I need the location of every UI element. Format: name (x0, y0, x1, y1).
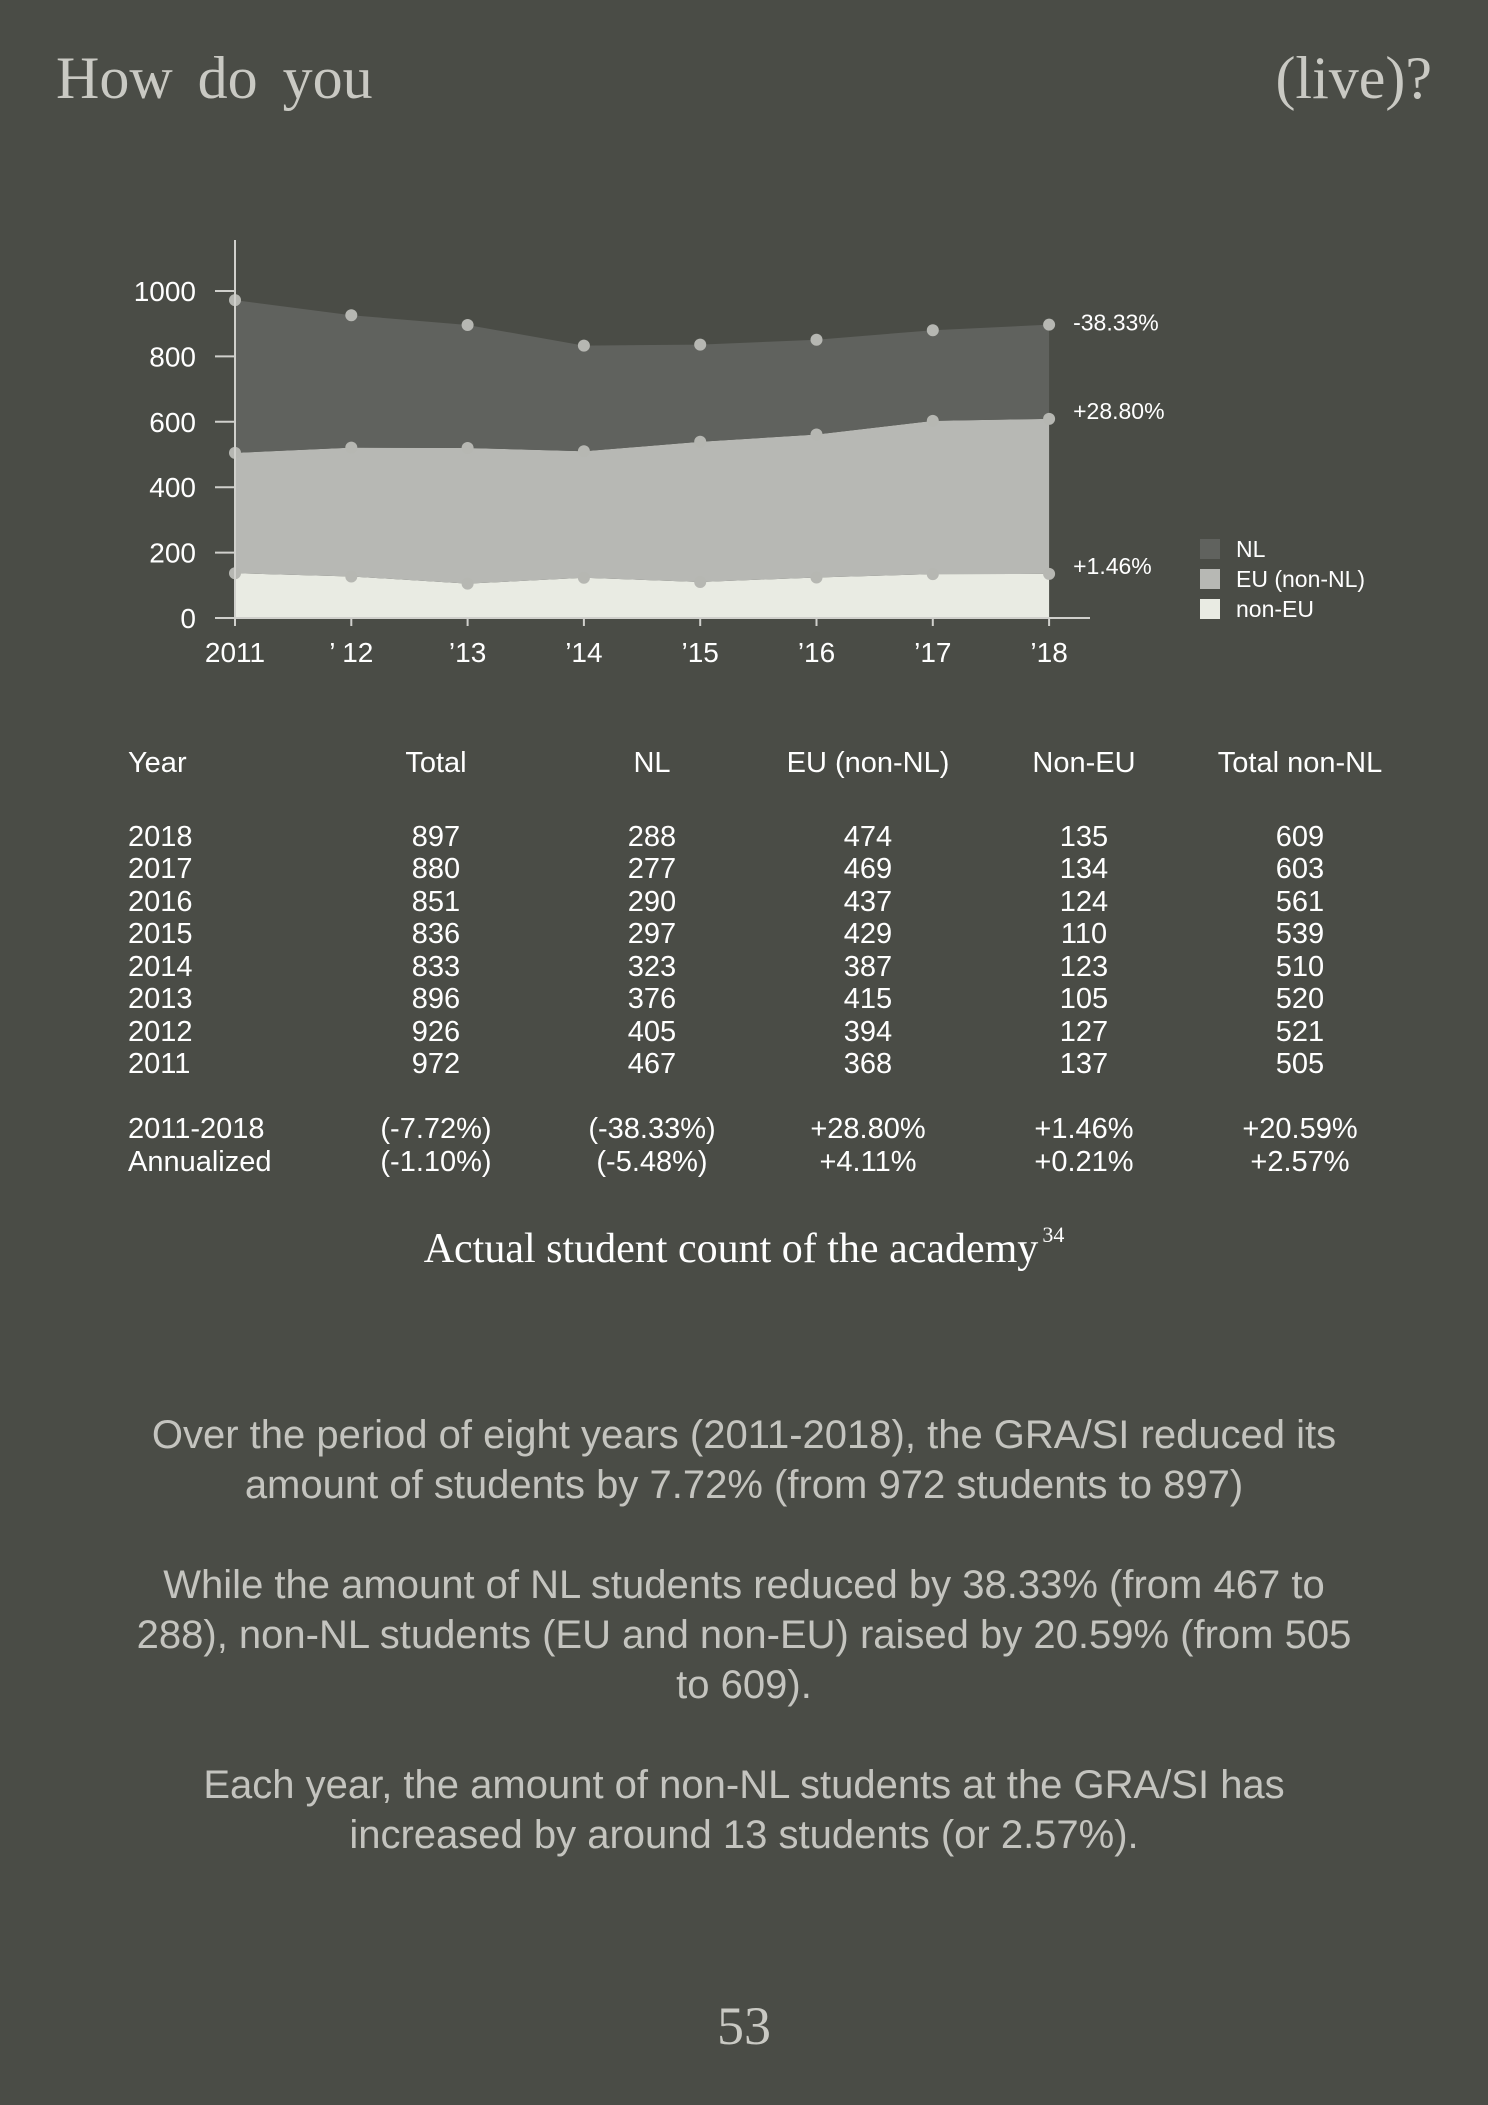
data-point (578, 445, 590, 457)
series-end-label: +1.46% (1073, 552, 1152, 579)
student-count-table (128, 738, 1408, 1178)
data-point (811, 571, 823, 583)
table-cell: 387 (843, 950, 893, 983)
area-non-eu (235, 573, 1049, 618)
table-cell: 896 (411, 983, 461, 1015)
summary-row (128, 1146, 1408, 1179)
table-cell: 603 (1275, 853, 1325, 885)
table-cell: 290 (627, 885, 677, 918)
data-point (462, 578, 474, 590)
summary-cell: +2.57% (1250, 1145, 1350, 1178)
summary-cell: +0.21% (1034, 1145, 1134, 1178)
series-end-label: -38.33% (1073, 309, 1159, 336)
summary-cell: (-38.33%) (588, 1113, 716, 1145)
table-cell: 405 (627, 1015, 677, 1048)
caption-text: Actual student count of the academy (423, 1226, 1039, 1272)
table-cell: 394 (843, 1015, 893, 1048)
caption-footnote: 34 (1042, 1222, 1065, 1247)
table-row (128, 821, 1408, 854)
data-point (811, 429, 823, 441)
table-cell: 897 (411, 820, 461, 853)
data-point (1043, 413, 1055, 425)
x-tick-label: ’17 (914, 637, 952, 668)
table-cell: 277 (627, 853, 677, 885)
summary-cell: Annualized (128, 1145, 272, 1178)
table-cell: 2015 (128, 918, 193, 950)
table-cell: 437 (843, 885, 893, 918)
y-tick-label: 1000 (133, 276, 196, 307)
x-tick-label: ’ 12 (329, 637, 374, 668)
table-cell: 2018 (128, 820, 193, 853)
x-tick-label: ’16 (797, 637, 836, 668)
legend-swatch (1200, 599, 1220, 619)
table-cell: 539 (1275, 918, 1325, 950)
header-left-title: How do you (56, 45, 373, 111)
data-point (345, 442, 357, 454)
table-cell: 288 (627, 820, 677, 853)
table-row (128, 1048, 1408, 1081)
table-cell: 134 (1059, 853, 1109, 885)
summary-cell: 2011-2018 (128, 1113, 265, 1145)
table-header-eu: EU (non-NL) (786, 747, 950, 779)
paragraph-1: Over the period of eight years (2011-2018), the GRA/SI reduced its amount of students by 7.72% (from 972 students to 897) (151, 1413, 1337, 1507)
x-tick-label: ’14 (565, 637, 603, 668)
table-cell: 467 (627, 1048, 677, 1080)
data-point (811, 334, 823, 346)
summary-cell: (-1.10%) (380, 1145, 492, 1178)
table-cell: 105 (1059, 983, 1109, 1015)
paragraph-2: While the amount of NL students reduced by 38.33% (from 467 to 288), non-NL students (EU and non-EU) raised by 20.59% (from 505 to 609). (136, 1563, 1352, 1707)
table-cell: 836 (411, 918, 461, 950)
table-cell: 505 (1275, 1048, 1325, 1080)
table-cell: 137 (1059, 1048, 1109, 1080)
x-tick-label: ’13 (448, 637, 487, 668)
y-tick-label: 0 (180, 603, 196, 634)
legend-label: non-EU (1236, 596, 1314, 622)
table-cell: 926 (411, 1015, 461, 1048)
table-row (128, 1016, 1408, 1049)
legend-swatch (1200, 569, 1220, 589)
table-row (128, 918, 1408, 951)
summary-cell: +28.80% (810, 1113, 926, 1145)
data-point (345, 309, 357, 321)
x-tick-label: ’18 (1030, 637, 1068, 668)
table-spacer (128, 788, 1408, 821)
data-point (694, 576, 706, 588)
summary-cell: (-5.48%) (596, 1145, 708, 1178)
table-header-nl: NL (633, 747, 671, 779)
legend-swatch (1200, 539, 1220, 559)
table-cell: 609 (1275, 820, 1325, 853)
legend-label: EU (non-NL) (1236, 566, 1366, 592)
table-cell: 124 (1059, 885, 1109, 918)
table-cell: 127 (1059, 1015, 1109, 1048)
y-tick-label: 600 (149, 406, 196, 438)
table-spacer (128, 1081, 1408, 1114)
table-cell: 110 (1060, 918, 1108, 950)
y-tick-label: 400 (149, 472, 196, 504)
summary-row (128, 1113, 1408, 1146)
legend-label: NL (1236, 536, 1266, 562)
table-cell: 880 (411, 853, 461, 885)
table-cell: 323 (627, 950, 677, 983)
paragraph-3: Each year, the amount of non-NL students at the GRA/SI has increased by around 13 students (or 2.57%). (203, 1763, 1285, 1857)
table-cell: 429 (843, 918, 893, 950)
data-point (345, 570, 357, 582)
data-point (927, 324, 939, 336)
table-header-non-eu: Non-EU (1032, 747, 1136, 779)
table-cell: 851 (411, 885, 461, 918)
x-tick-label: ’15 (681, 637, 719, 668)
data-point (1043, 319, 1055, 331)
table-cell: 376 (627, 983, 677, 1015)
table-row (128, 951, 1408, 984)
header-right-title: (live)? (1275, 45, 1432, 111)
table-cell: 833 (411, 950, 461, 983)
summary-cell: (-7.72%) (380, 1113, 492, 1145)
series-end-label: +28.80% (1073, 397, 1165, 424)
summary-cell: +4.11% (819, 1145, 917, 1178)
y-tick-label: 200 (149, 537, 196, 569)
summary-cell: +1.46% (1034, 1113, 1134, 1145)
data-point (694, 436, 706, 448)
table-cell: 135 (1059, 820, 1109, 853)
data-point (1043, 568, 1055, 580)
table-cell: 561 (1275, 885, 1325, 918)
y-tick-label: 800 (149, 341, 196, 373)
data-point (578, 572, 590, 584)
table-cell: 474 (843, 820, 893, 853)
table-row (128, 983, 1408, 1016)
table-header-total: Total (405, 747, 467, 779)
summary-cell: +20.59% (1242, 1113, 1358, 1145)
table-cell: 368 (843, 1048, 893, 1080)
table-cell: 2014 (128, 950, 193, 983)
table-header-row (128, 738, 1408, 788)
x-tick-label: 2011 (204, 637, 266, 668)
table-cell: 2013 (128, 983, 193, 1015)
stacked-area-chart (0, 200, 1488, 680)
data-point (578, 340, 590, 352)
data-point (694, 339, 706, 351)
table-header-year: Year (128, 747, 187, 779)
table-row (128, 886, 1408, 919)
table-cell: 510 (1275, 950, 1325, 983)
table-cell: 2017 (128, 853, 193, 885)
table-cell: 972 (411, 1048, 461, 1080)
data-point (462, 442, 474, 454)
table-header-total-non-nl: Total non-NL (1217, 747, 1383, 779)
table-cell: 297 (627, 918, 677, 950)
table-cell: 2012 (128, 1015, 193, 1048)
page-number: 53 (717, 1996, 771, 2056)
data-point (927, 415, 939, 427)
spacer-cell (128, 1081, 1408, 1114)
table-row (128, 853, 1408, 886)
table-cell: 2016 (128, 885, 193, 918)
table-cell: 2011 (128, 1048, 191, 1080)
table-cell: 123 (1059, 950, 1109, 983)
table-cell: 521 (1275, 1015, 1325, 1048)
table-cell: 469 (843, 853, 893, 885)
table-cell: 415 (843, 983, 893, 1015)
data-point (462, 319, 474, 331)
table-cell: 520 (1275, 983, 1325, 1015)
spacer-cell (128, 788, 1408, 821)
chart-caption (0, 1222, 1488, 1273)
data-point (927, 568, 939, 580)
